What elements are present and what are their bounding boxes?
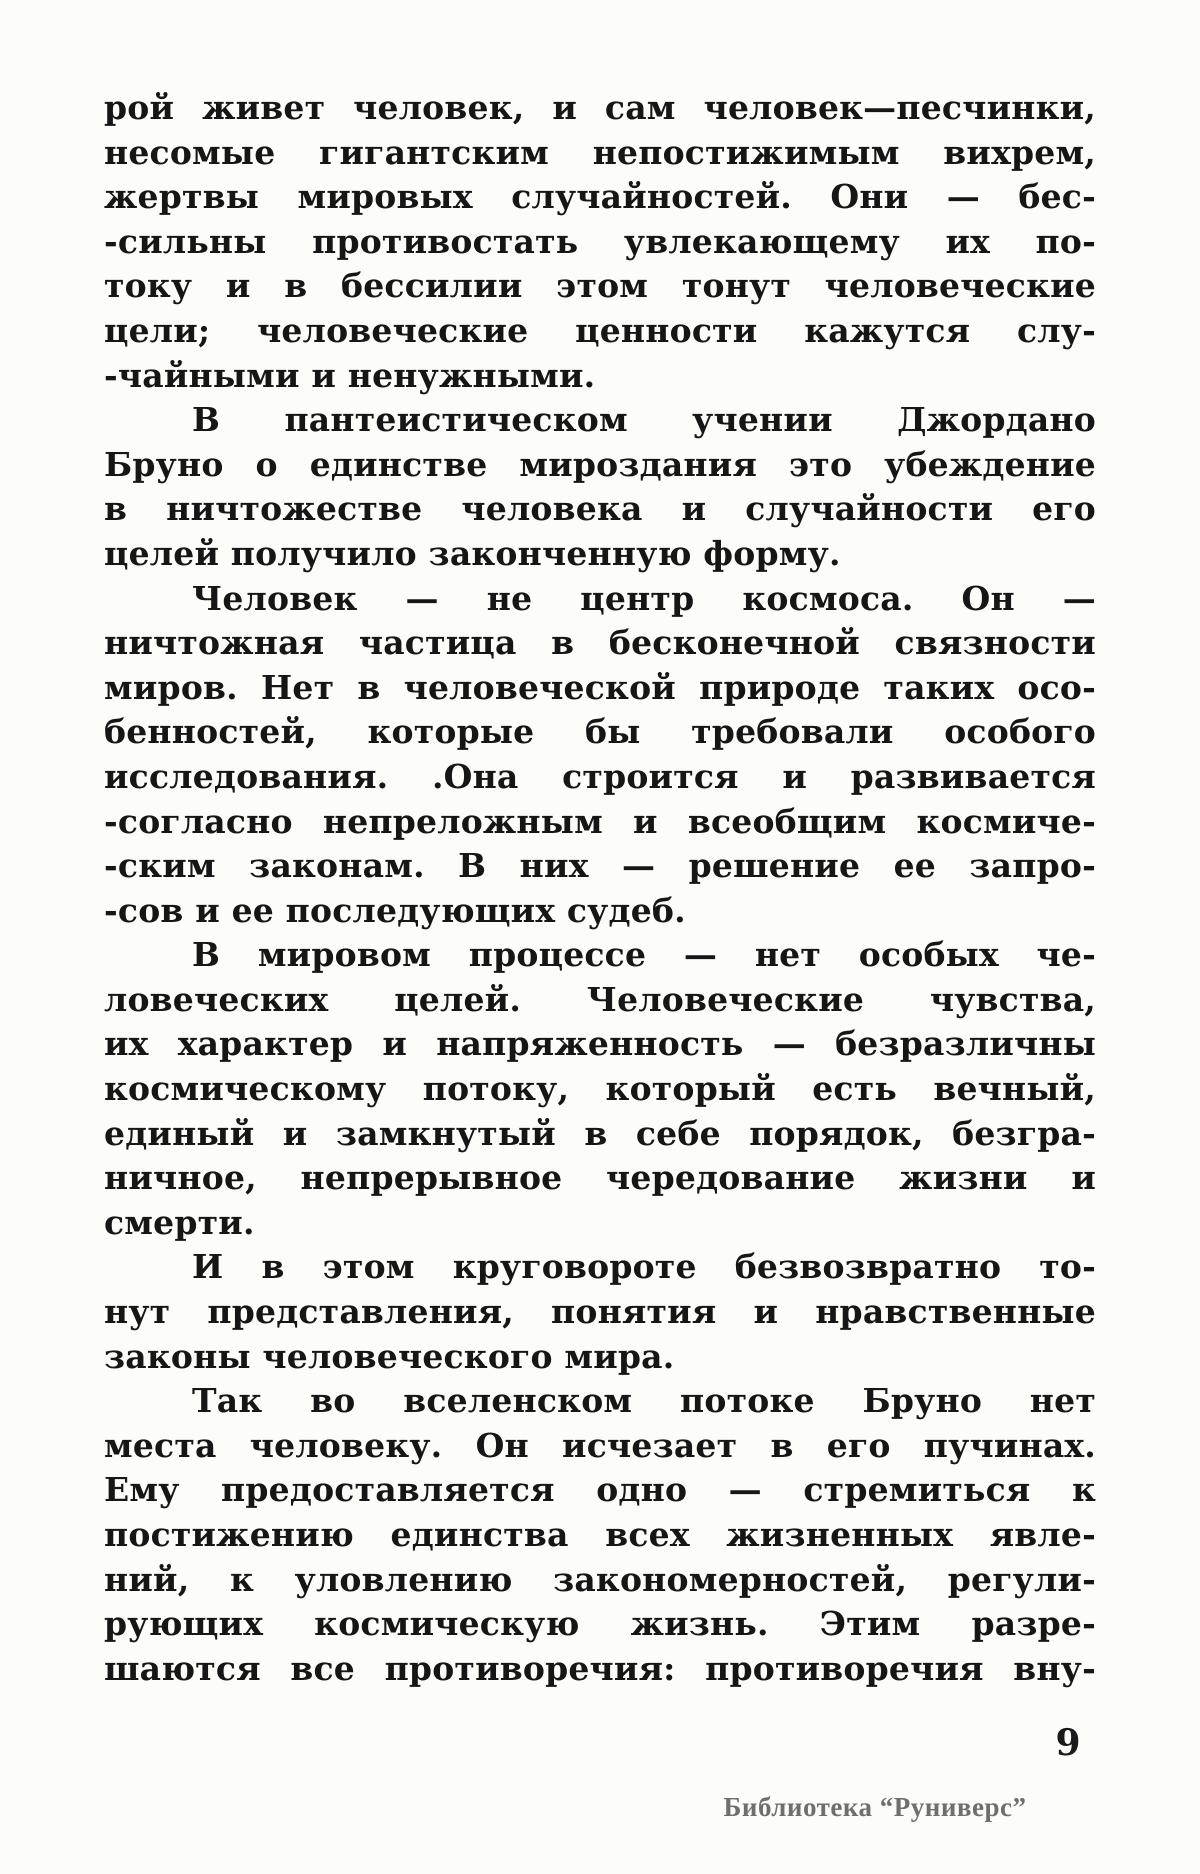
- text-line: Бруно о единстве мироздания это убеждение: [104, 444, 1096, 484]
- text-line: И в этом круговороте безвозвратно то-: [192, 1247, 1096, 1287]
- page-number: 9: [1055, 1722, 1081, 1764]
- text-line: законы человеческого мира.: [104, 1336, 675, 1376]
- text-line: В мировом процессе — нет особых че-: [192, 935, 1096, 975]
- text-line: смерти.: [104, 1202, 255, 1242]
- text-line: -сов и ее последующих судеб.: [104, 890, 686, 930]
- text-line: рой живет человек, и сам человек—песчинки,: [104, 88, 1096, 127]
- text-line: ловеческих целей. Человеческие чувства,: [104, 979, 1096, 1019]
- text-line: Так во вселенском потоке Бруно нет: [192, 1381, 1096, 1421]
- text-line: несомые гигантским непостижимым вихрем,: [104, 132, 1096, 172]
- text-line: единый и замкнутый в себе порядок, безгра-: [104, 1113, 1096, 1153]
- watermark: Библиотека “Руниверс”: [723, 1792, 1027, 1822]
- text-line: места человеку. Он исчезает в его пучинах.: [104, 1425, 1096, 1465]
- text-line: постижению единства всех жизненных явле-: [104, 1515, 1096, 1554]
- text-line: исследования. .Она строится и развивается: [104, 756, 1096, 796]
- text-line: ний, к уловлению закономерностей, регули-: [104, 1559, 1096, 1599]
- text-line: Человек — не центр космоса. Он —: [192, 578, 1096, 618]
- text-line: бенностей, которые бы требовали особого: [104, 712, 1096, 752]
- text-line: -ским законам. В них — решение ее запро-: [104, 846, 1096, 886]
- text-line: цели; человеческие ценности кажутся слу-: [104, 310, 1096, 350]
- text-line: току и в бессилии этом тонут человеческие: [104, 266, 1096, 306]
- text-line: их характер и напряженность — безразличны: [104, 1024, 1096, 1064]
- text-line: -чайными и ненужными.: [104, 355, 596, 395]
- text-line: ничное, непрерывное чередование жизни и: [104, 1158, 1096, 1198]
- text-line: миров. Нет в человеческой природе таких осо-: [104, 667, 1096, 707]
- text-line: Ему предоставляется одно — стремиться к: [104, 1470, 1096, 1510]
- text-line: нут представления, понятия и нравственные: [104, 1292, 1096, 1332]
- text-line: космическому потоку, который есть вечный,: [104, 1069, 1096, 1109]
- body-text: [104, 86, 1096, 1691]
- text-line: -согласно непреложным и всеобщим космиче-: [104, 801, 1096, 841]
- text-line: в ничтожестве человека и случайности его: [104, 489, 1096, 529]
- text-line: В пантеистическом учении Джордано: [192, 400, 1096, 440]
- text-line: -сильны противостать увлекающему их по-: [104, 221, 1096, 261]
- text-line: рующих космическую жизнь. Этим разре-: [104, 1604, 1096, 1644]
- text-line: шаются все противоречия: противоречия вну-: [104, 1648, 1096, 1688]
- text-line: жертвы мировых случайностей. Они — бес-: [104, 177, 1096, 217]
- text-line: ничтожная частица в бесконечной связности: [104, 623, 1096, 663]
- text-line: целей получило законченную форму.: [104, 533, 841, 573]
